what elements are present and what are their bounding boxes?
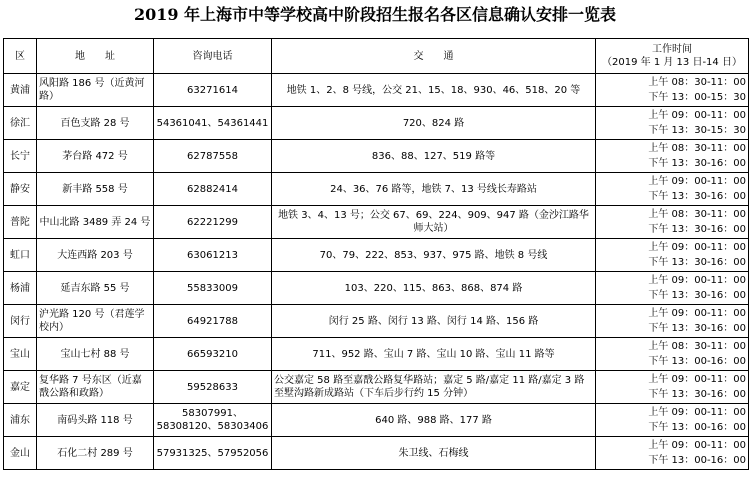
table-row (4, 371, 749, 404)
afternoon-hours: 下午 13：30-16：00 (648, 290, 746, 301)
address-cell: 新丰路 558 号 (37, 173, 154, 206)
afternoon-hours: 下午 13：00-16：00 (648, 356, 746, 367)
transport-cell: 836、88、127、519 路等 (272, 140, 596, 173)
hours-cell (596, 74, 749, 107)
hours-cell (596, 338, 749, 371)
table-row (4, 338, 749, 371)
morning-hours: 上午 08：30-11：00 (648, 77, 746, 88)
table-row (4, 404, 749, 437)
afternoon-hours: 下午 13：30-16：00 (648, 389, 746, 400)
address-cell: 沪光路 120 号（君莲学校内） (37, 305, 154, 338)
table-header (4, 39, 749, 74)
hours-cell (596, 305, 749, 338)
schedule-table (3, 38, 749, 470)
phone-cell: 55833009 (154, 272, 272, 305)
transport-cell: 公交嘉定 58 路至嘉戬公路复华路站；嘉定 5 路/嘉定 11 路/嘉定 3 路至墅沟路新成路站（下车后步行约 15 分钟） (272, 371, 596, 404)
header-row (4, 39, 749, 74)
district-cell: 徐汇 (4, 107, 37, 140)
district-cell: 普陀 (4, 206, 37, 239)
phone-cell: 59528633 (154, 371, 272, 404)
hours-cell (596, 173, 749, 206)
address-cell: 大连西路 203 号 (37, 239, 154, 272)
morning-hours: 上午 09：00-11：00 (648, 242, 746, 253)
district-cell: 静安 (4, 173, 37, 206)
afternoon-hours: 下午 13：30-16：00 (648, 191, 746, 202)
district-cell: 嘉定 (4, 371, 37, 404)
hours-cell (596, 239, 749, 272)
table-body (4, 74, 749, 470)
district-cell: 浦东 (4, 404, 37, 437)
transport-cell: 720、824 路 (272, 107, 596, 140)
district-cell: 虹口 (4, 239, 37, 272)
header-hours-title: 工作时间 (652, 44, 692, 55)
address-cell: 茅台路 472 号 (37, 140, 154, 173)
district-cell: 宝山 (4, 338, 37, 371)
morning-hours: 上午 09：00-11：00 (648, 176, 746, 187)
table-row (4, 305, 749, 338)
phone-cell: 62787558 (154, 140, 272, 173)
header-phone: 咨询电话 (154, 39, 272, 74)
phone-cell: 63271614 (154, 74, 272, 107)
afternoon-hours: 下午 13：30-16：00 (648, 323, 746, 334)
table-row (4, 206, 749, 239)
header-hours-dates: （2019 年 1 月 13 日-14 日） (602, 57, 742, 68)
morning-hours: 上午 08：30-11：00 (648, 143, 746, 154)
table-row (4, 239, 749, 272)
morning-hours: 上午 09：00-11：00 (648, 110, 746, 121)
address-cell: 中山北路 3489 弄 24 号 (37, 206, 154, 239)
afternoon-hours: 下午 13：30-16：00 (648, 257, 746, 268)
afternoon-hours: 下午 13：30-16：00 (648, 158, 746, 169)
morning-hours: 上午 09：00-11：00 (648, 440, 746, 451)
address-cell: 复华路 7 号东区（近嘉戬公路和政路） (37, 371, 154, 404)
hours-cell (596, 371, 749, 404)
afternoon-hours: 下午 13：30-15：30 (648, 125, 746, 136)
phone-cell: 54361041、54361441 (154, 107, 272, 140)
hours-cell (596, 206, 749, 239)
address-cell: 百色支路 28 号 (37, 107, 154, 140)
phone-cell: 66593210 (154, 338, 272, 371)
address-cell: 石化二村 289 号 (37, 437, 154, 470)
transport-cell: 地铁 3、4、13 号；公交 67、69、224、909、947 路（金沙江路华师大站） (272, 206, 596, 239)
header-transport: 交 通 (272, 39, 596, 74)
morning-hours: 上午 09：00-11：00 (648, 374, 746, 385)
hours-cell (596, 272, 749, 305)
table-row (4, 173, 749, 206)
header-district: 区 (4, 39, 37, 74)
morning-hours: 上午 09：00-11：00 (648, 407, 746, 418)
page-title: 2019 年上海市中等学校高中阶段招生报名各区信息确认安排一览表 (133, 5, 617, 24)
table-row (4, 272, 749, 305)
table-row (4, 437, 749, 470)
afternoon-hours: 下午 13：30-16：00 (648, 224, 746, 235)
transport-cell: 103、220、115、863、868、874 路 (272, 272, 596, 305)
transport-cell: 640 路、988 路、177 路 (272, 404, 596, 437)
morning-hours: 上午 08：30-11：00 (648, 209, 746, 220)
phone-cell: 62221299 (154, 206, 272, 239)
phone-cell: 58307991、58308120、58303406 (154, 404, 272, 437)
morning-hours: 上午 09：00-11：00 (648, 308, 746, 319)
address-cell: 南码头路 118 号 (37, 404, 154, 437)
morning-hours: 上午 08：30-11：00 (648, 341, 746, 352)
hours-cell (596, 140, 749, 173)
address-cell: 宝山七村 88 号 (37, 338, 154, 371)
district-cell: 长宁 (4, 140, 37, 173)
header-hours (596, 39, 749, 74)
afternoon-hours: 下午 13：00-16：00 (648, 455, 746, 466)
transport-cell: 711、952 路、宝山 7 路、宝山 10 路、宝山 11 路等 (272, 338, 596, 371)
hours-cell (596, 404, 749, 437)
district-cell: 黄浦 (4, 74, 37, 107)
afternoon-hours: 下午 13：00-15：30 (648, 92, 746, 103)
address-cell: 风阳路 186 号（近黄河路） (37, 74, 154, 107)
table-row (4, 74, 749, 107)
hours-cell (596, 107, 749, 140)
transport-cell: 24、36、76 路等，地铁 7、13 号线长寿路站 (272, 173, 596, 206)
district-cell: 金山 (4, 437, 37, 470)
hours-cell (596, 437, 749, 470)
table-row (4, 140, 749, 173)
phone-cell: 63061213 (154, 239, 272, 272)
phone-cell: 57931325、57952056 (154, 437, 272, 470)
phone-cell: 62882414 (154, 173, 272, 206)
table-row (4, 107, 749, 140)
transport-cell: 地铁 1、2、8 号线，公交 21、15、18、930、46、518、20 等 (272, 74, 596, 107)
afternoon-hours: 下午 13：00-16：00 (648, 422, 746, 433)
district-cell: 杨浦 (4, 272, 37, 305)
transport-cell: 朱卫线、石梅线 (272, 437, 596, 470)
phone-cell: 64921788 (154, 305, 272, 338)
transport-cell: 闵行 25 路、闵行 13 路、闵行 14 路、156 路 (272, 305, 596, 338)
header-address: 地 址 (37, 39, 154, 74)
morning-hours: 上午 09：00-11：00 (648, 275, 746, 286)
transport-cell: 70、79、222、853、937、975 路、地铁 8 号线 (272, 239, 596, 272)
address-cell: 延吉东路 55 号 (37, 272, 154, 305)
district-cell: 闵行 (4, 305, 37, 338)
